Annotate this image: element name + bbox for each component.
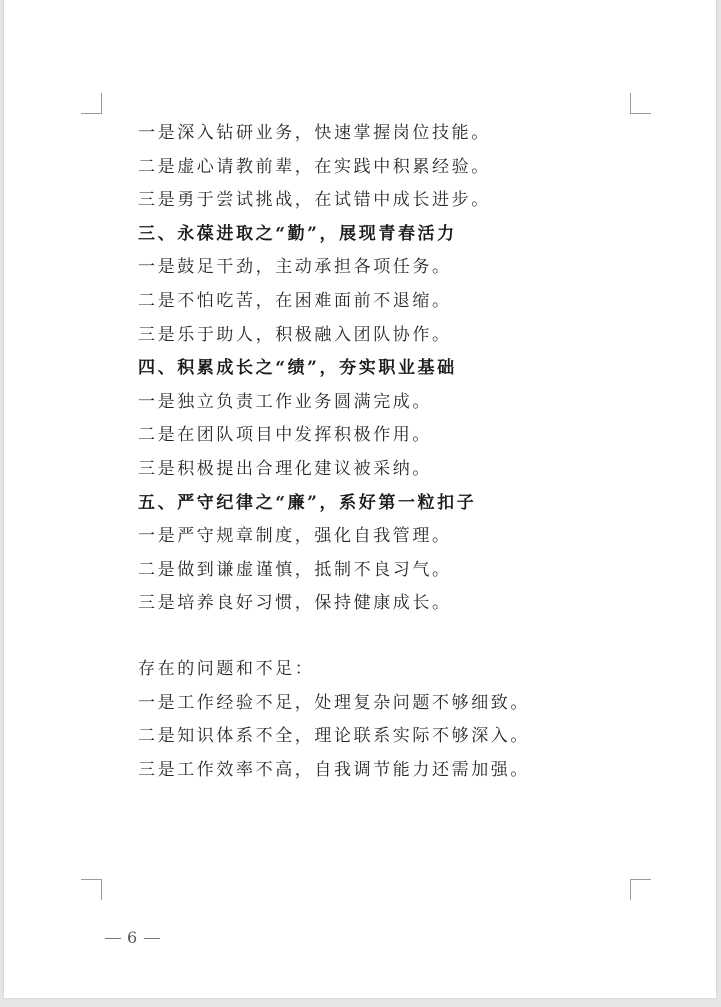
paragraph-line: 一是严守规章制度，强化自我管理。 bbox=[138, 526, 452, 547]
page-number bbox=[99, 928, 166, 947]
section-heading: 五、严守纪律之“廉”，系好第一粒扣子 bbox=[138, 492, 477, 513]
paragraph-line: 三是工作效率不高，自我调节能力还需加强。 bbox=[138, 759, 530, 780]
page-number-value: 6 bbox=[127, 928, 139, 947]
paragraph-line: 一是鼓足干劲，主动承担各项任务。 bbox=[138, 257, 452, 278]
document-page bbox=[4, 0, 716, 998]
paragraph-line: 二是不怕吃苦，在困难面前不退缩。 bbox=[138, 290, 452, 311]
section-heading: 四、积累成长之“绩”，夯实职业基础 bbox=[138, 358, 457, 379]
paragraph-line: 一是工作经验不足，处理复杂问题不够细致。 bbox=[138, 692, 530, 713]
paragraph-line: 一是深入钻研业务，快速掌握岗位技能。 bbox=[138, 123, 491, 143]
margin-corner-mark-bottom-right bbox=[630, 879, 651, 900]
page-number-dash-left bbox=[105, 938, 121, 939]
paragraph-gap bbox=[138, 621, 608, 653]
paragraph-line: 一是独立负责工作业务圆满完成。 bbox=[138, 391, 432, 412]
paragraph-line: 三是勇于尝试挑战，在试错中成长进步。 bbox=[138, 190, 491, 211]
paragraph-line: 二是做到谦虚谨慎，抵制不良习气。 bbox=[138, 559, 452, 580]
paragraph-line: 二是在团队项目中发挥积极作用。 bbox=[138, 425, 432, 446]
document-body bbox=[138, 117, 608, 787]
paragraph-line: 三是乐于助人，积极融入团队协作。 bbox=[138, 324, 452, 345]
margin-corner-mark-bottom-left bbox=[81, 879, 102, 900]
page-number-dash-right bbox=[144, 938, 160, 939]
margin-corner-mark-top-left bbox=[81, 93, 102, 114]
paragraph-line: 二是知识体系不全，理论联系实际不够深入。 bbox=[138, 726, 530, 747]
paragraph-line: 二是虚心请教前辈，在实践中积累经验。 bbox=[138, 156, 491, 177]
problems-title: 存在的问题和不足： bbox=[138, 658, 315, 679]
section-heading: 三、永葆进取之“勤”，展现青春活力 bbox=[138, 223, 457, 244]
margin-corner-mark-top-right bbox=[630, 93, 651, 114]
paragraph-line: 三是培养良好习惯，保持健康成长。 bbox=[138, 593, 452, 614]
paragraph-line: 三是积极提出合理化建议被采纳。 bbox=[138, 458, 432, 479]
